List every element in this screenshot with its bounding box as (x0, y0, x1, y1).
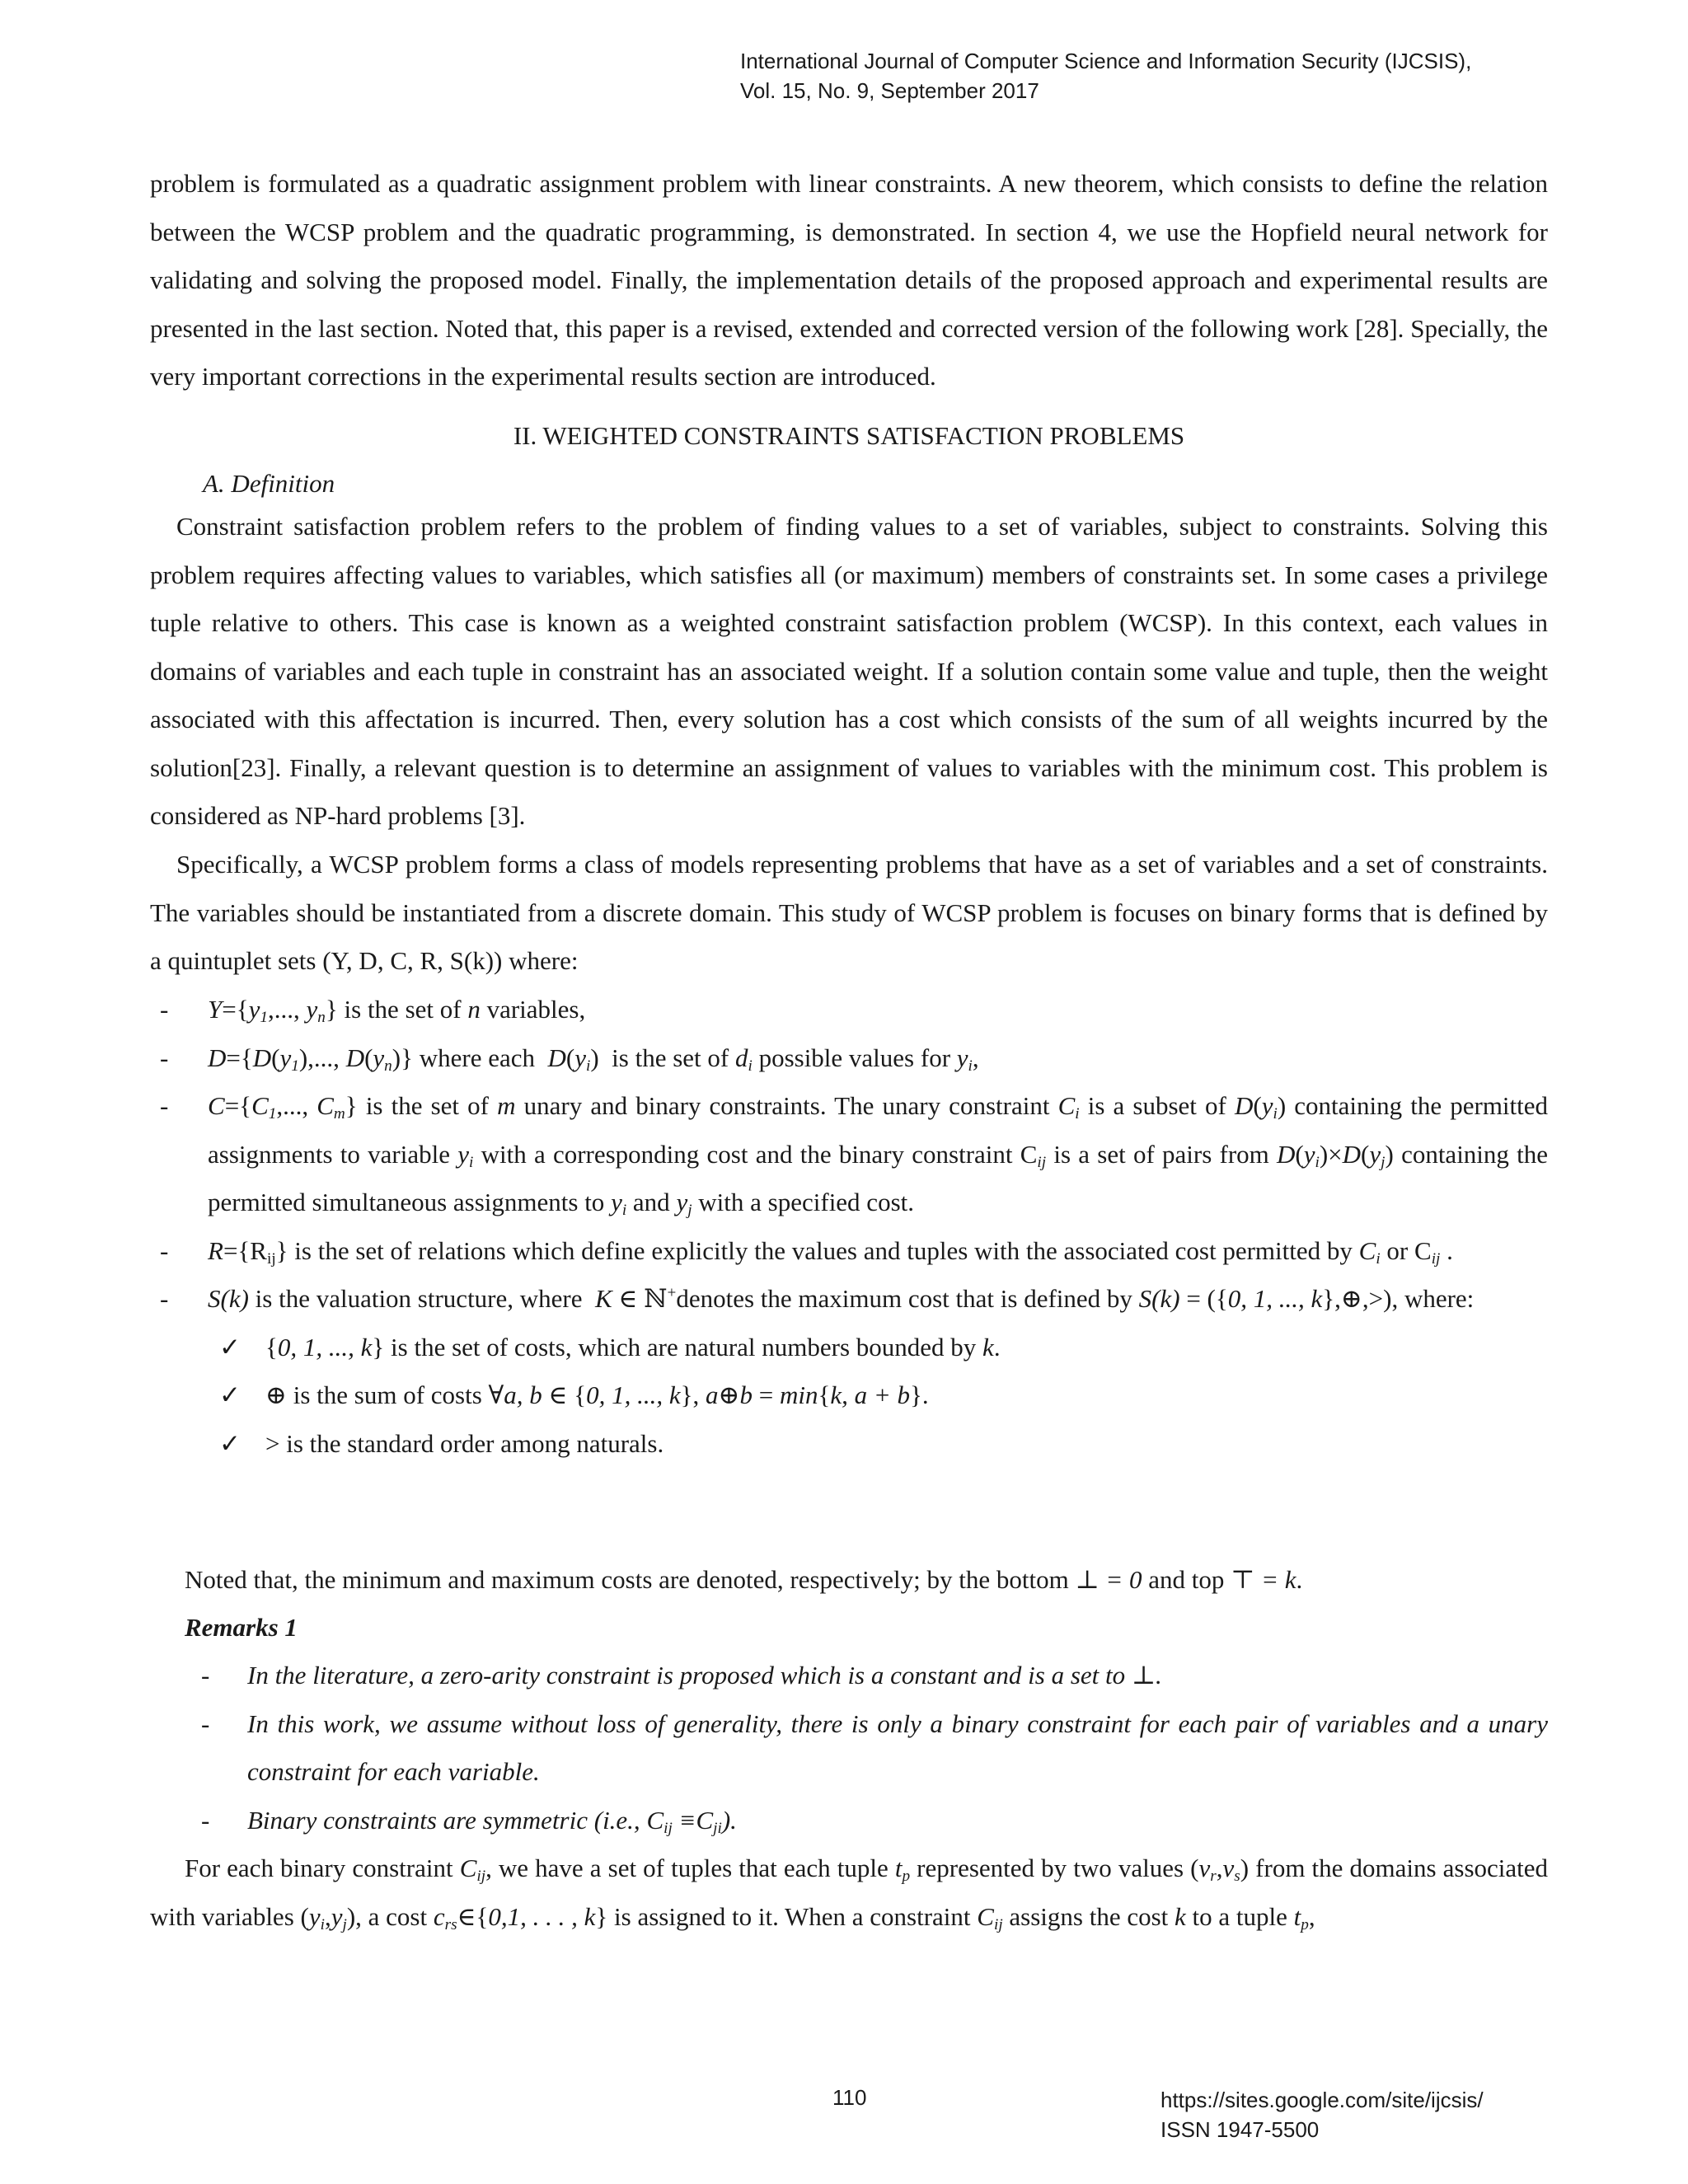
journal-title: International Journal of Computer Science and Information Security (IJCSIS), (740, 49, 1472, 73)
intro-paragraph: problem is formulated as a quadratic assignment problem with linear constraints. A new theorem, which consists to define the relation between the WCSP problem and the quadratic programming, is demonstrated. In section 4, we use the Hopfield neural network for validating and solving the proposed model. Finally, the implementation details of the proposed approach and experimental results are presented in the last section. Noted that, this paper is a revised, extended and corrected version of the following work [28]. Specially, the very important corrections in the experimental results section are introduced. (150, 169, 1548, 391)
valuation-sublist (150, 1324, 1548, 1469)
list-item-d: - $D=\{D(y_1)$,..., $D(y_n)$} where each $D(y_i)$ is the set of $d_i$ possible values for $y_i$, (150, 1034, 1548, 1083)
remark-item: - Binary constraints are symmetric (i.e., $C_{ij} \equiv C_{ji}$). (150, 1797, 1548, 1845)
quintuplet-paragraph: Specifically, a WCSP problem forms a class of models representing problems that have as a set of variables and a set of constraints. The variables should be instantiated from a discrete domain. This study of WCSP problem is focuses on binary forms that is defined by a quintuplet sets (Y, D, C, R, S(k)) where: (150, 850, 1548, 975)
list-dash: - (160, 1043, 169, 1072)
definition-paragraph: Constraint satisfaction problem refers to the problem of finding values to a set of variables, subject to constraints. Solving this problem requires affecting values to variables, which satisfies all (or maximum) members of constraints set. In some cases a privilege tuple relative to others. This case is known as a weighted constraint satisfaction problem (WCSP). In this context, each values in domains of variables and each tuple in constraint has an associated weight. If a solution contain some value and tuple, then the weight associated with this affectation is incurred. Then, every solution has a cost which consists of the sum of all weights incurred by the solution[23]. Finally, a relevant question is to determine an assignment of values to variables with the minimum cost. This problem is considered as NP-hard problems [3]. (150, 512, 1548, 830)
check-icon: ✓ (219, 1428, 241, 1458)
sublist-item-sum: ✓ ⊕ is the sum of costs ∀a, b ∈ {0, 1, ..., k}, a⊕b = min{k, a + b}. (150, 1371, 1548, 1420)
definition-list (150, 986, 1548, 1468)
page-number: 110 (832, 2085, 867, 2110)
tuple-cost-paragraph: For each binary constraint $C_{ij}$, we have a set of tuples that each tuple $t_p$ represented by two values $(v_r,v_s)$ from the domains associated with variables $(y_i,y_j)$, a cost $c_{rs}\in\{0,1$, . . . , k} is assigned to it. When a constraint $C_{ij}$ assigns the cost k to a tuple $t_p$, (150, 1854, 1549, 1933)
journal-header (740, 46, 1471, 105)
sublist-item-order: ✓ > is the standard order among naturals. (150, 1420, 1548, 1469)
noted-paragraph: Noted that, the minimum and maximum costs are denoted, respectively; by the bottom ⊥ = 0 and top ⊤ = k. (185, 1565, 1303, 1594)
list-item-y: - $Y=\{y_1$,..., $y_n$} is the set of n variables, (150, 986, 1548, 1034)
subsection-title: A. Definition (203, 469, 335, 498)
sublist-item-costs: ✓ {0, 1, ..., k} is the set of costs, which are natural numbers bounded by k. (150, 1324, 1548, 1372)
list-dash: - (201, 1805, 210, 1835)
list-item-r: - $R=\{R_{ij}\}$ is the set of relations which define explicitly the values and tuples with the associated cost permitted by $C_i$ or $C_{ij}$ . (150, 1227, 1548, 1276)
list-dash: - (160, 1235, 169, 1265)
remarks-list (150, 1652, 1548, 1844)
journal-volume: Vol. 15, No. 9, September 2017 (740, 78, 1039, 103)
list-dash: - (160, 1091, 169, 1120)
footer-info (1160, 2085, 1484, 2144)
section-title: II. WEIGHTED CONSTRAINTS SATISFACTION PROBLEMS (513, 421, 1185, 450)
remark-item: - In the literature, a zero-arity constraint is proposed which is a constant and is a set to ⊥. (150, 1652, 1548, 1700)
list-dash: - (160, 1284, 169, 1313)
remark-item: - In this work, we assume without loss of generality, there is only a binary constraint for each pair of variables and a unary constraint for each variable. (150, 1700, 1548, 1797)
list-dash: - (201, 1661, 210, 1690)
check-icon: ✓ (219, 1332, 241, 1361)
list-item-c: - $C=\{C_1$,..., $C_m$} is the set of m unary and binary constraints. The unary constraint $C_i$ is a subset of $D(y_i)$ containing the permitted assignments to variable $y_i$ with a corresponding cost and the binary constraint $C_{ij}$ is a set of pairs from $D(y_i)\times D(y_j)$ containing the permitted simultaneous assignments to $y_i$ and $y_j$ with a specified cost. (150, 1082, 1548, 1227)
list-dash: - (201, 1708, 210, 1738)
check-icon: ✓ (219, 1380, 241, 1409)
list-dash: - (160, 995, 169, 1024)
journal-url: https://sites.google.com/site/ijcsis/ (1160, 2088, 1484, 2112)
list-item-s: - S(k) is the valuation structure, where K ∈ ℕ+denotes the maximum cost that is defined by S(k) = ({0, 1, ..., k},⊕,>), where: ✓ {0, 1, ..., k} is the set of costs, which are natural numbers bounded by k. ✓ ⊕ is the sum of costs ∀a, b ∈ {0, 1, ..., k}, a⊕b = min{k, a + b}. ✓ > is the standard order among naturals. (150, 1275, 1548, 1468)
remarks-title: Remarks 1 (185, 1613, 298, 1642)
journal-issn: ISSN 1947-5500 (1160, 2117, 1320, 2142)
